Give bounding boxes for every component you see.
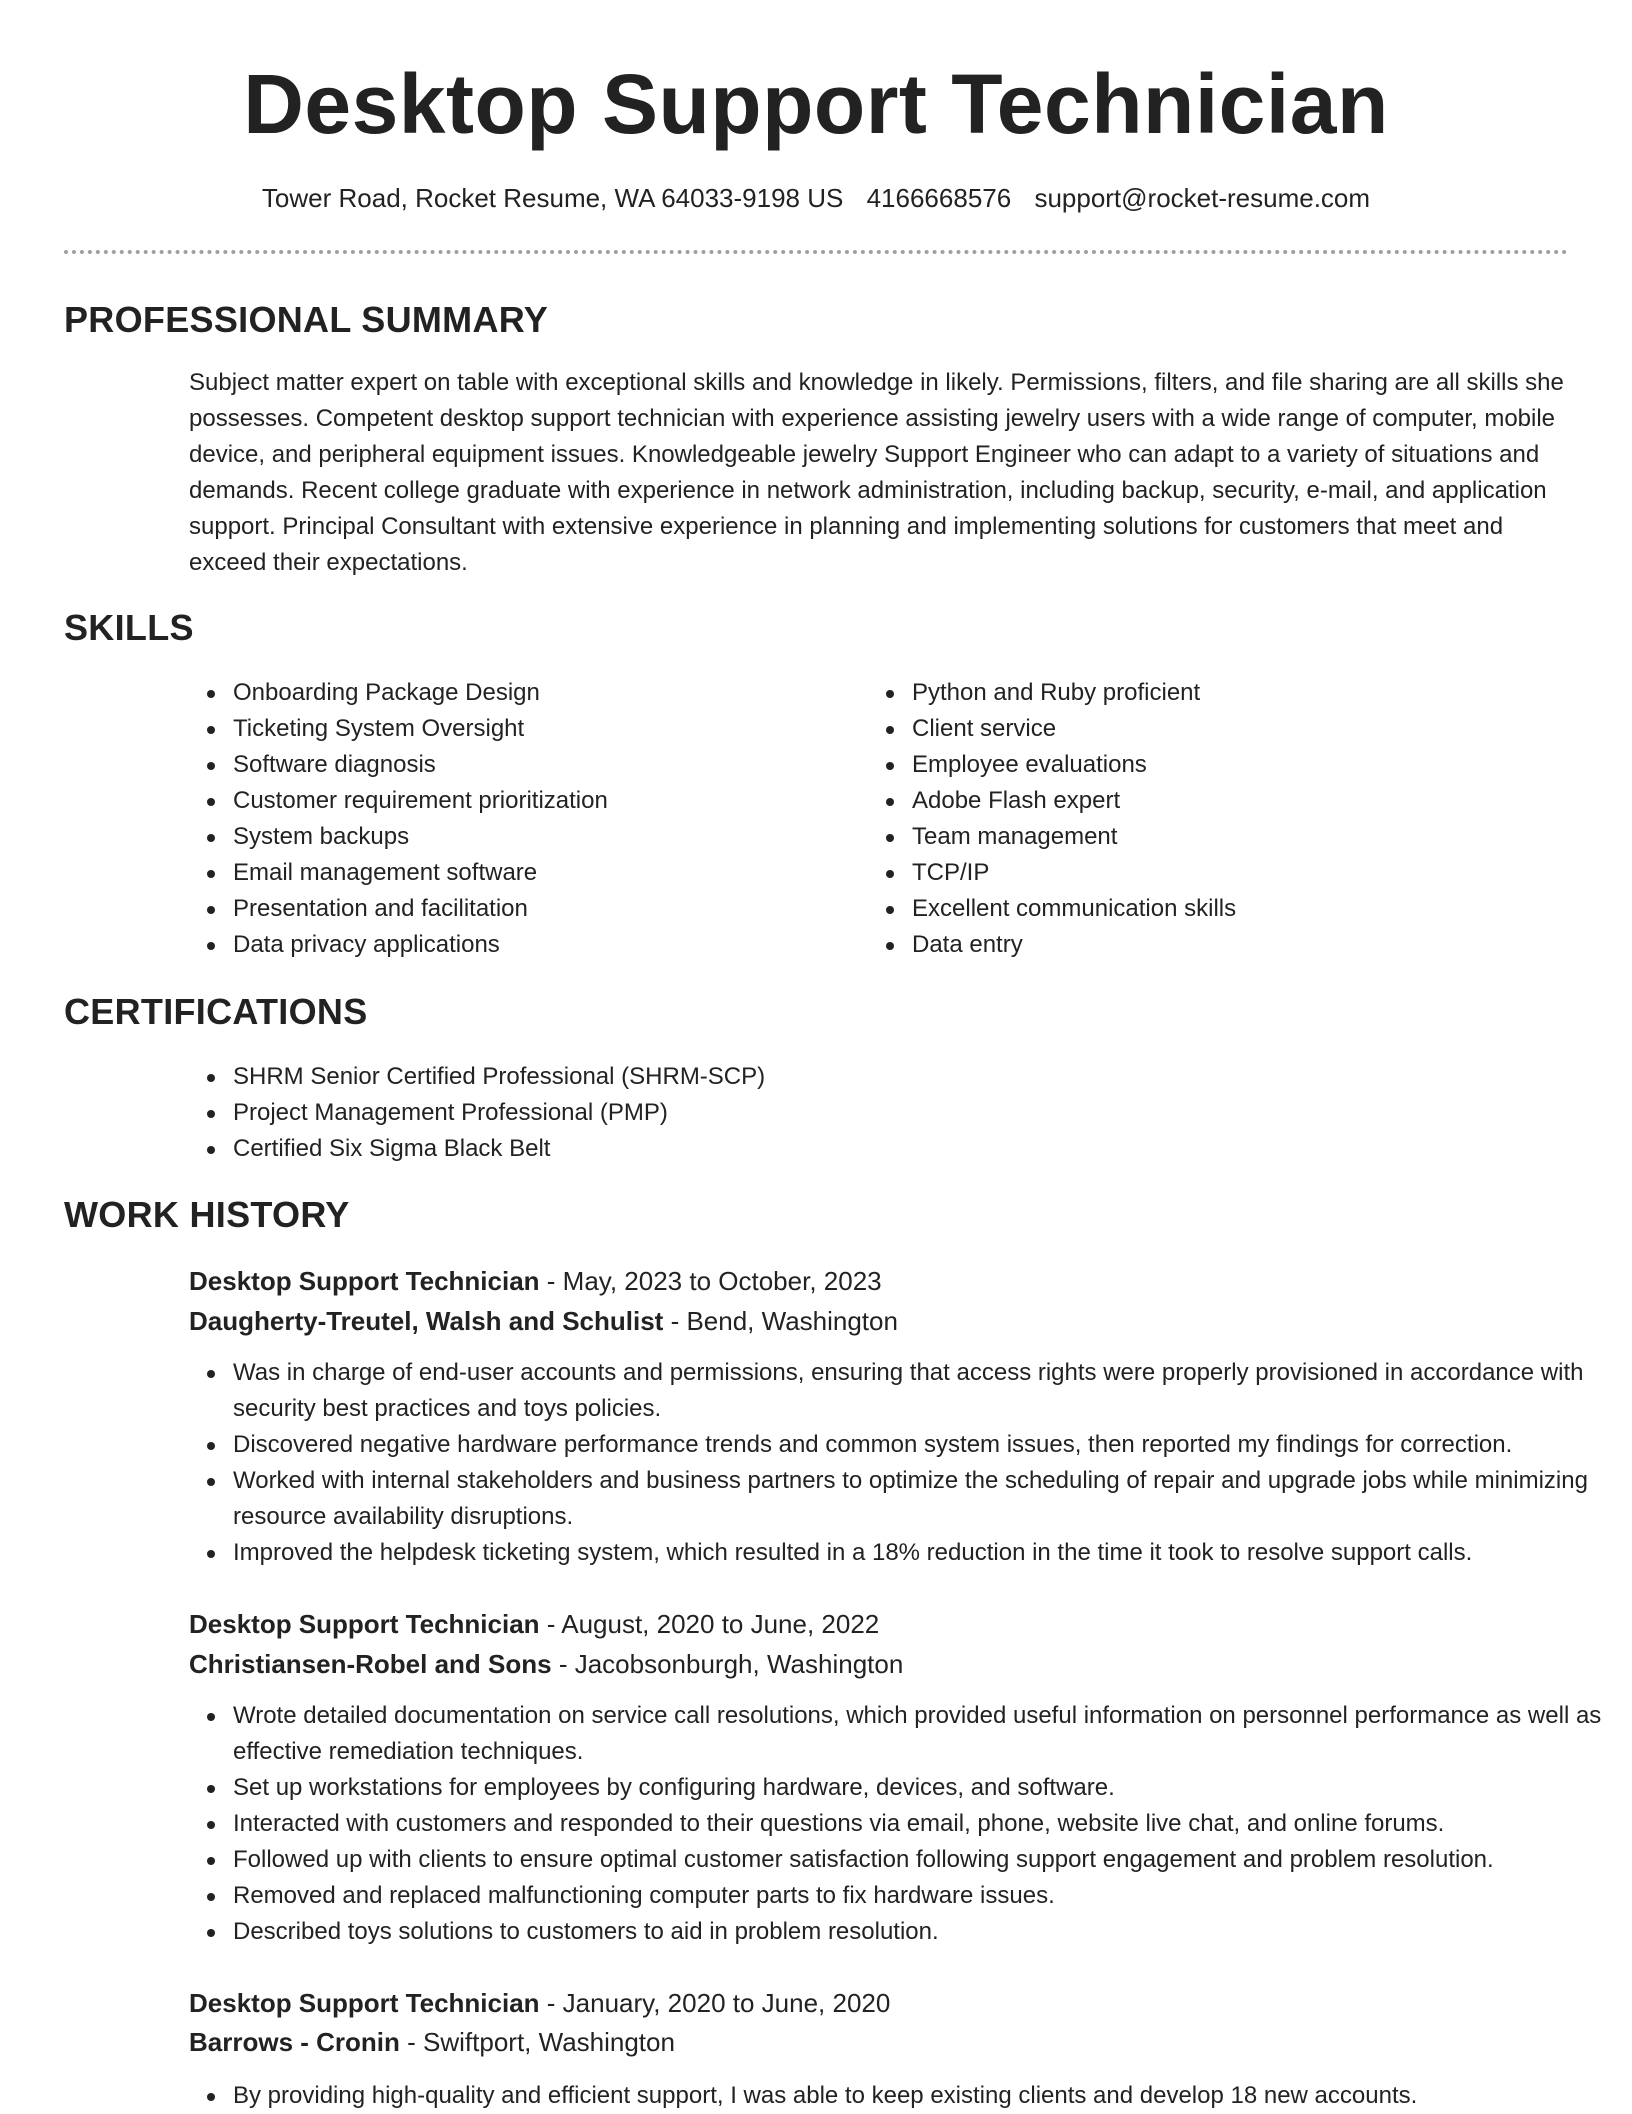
job-title-line bbox=[189, 1983, 890, 2023]
job-bullets bbox=[189, 1355, 1613, 1571]
job-bullet: Followed up with clients to ensure optimal customer satisfaction following support engagement and problem resolution. bbox=[233, 1842, 1613, 1878]
certification-item: SHRM Senior Certified Professional (SHRM-SCP) bbox=[233, 1059, 1533, 1095]
skill-item: Presentation and facilitation bbox=[233, 891, 853, 927]
job-dates: - January, 2020 to June, 2020 bbox=[539, 1988, 891, 2018]
job-bullet: Described toys solutions to customers to aid in problem resolution. bbox=[233, 1914, 1613, 1950]
skill-item: TCP/IP bbox=[912, 855, 1532, 891]
summary-section-title: PROFESSIONAL SUMMARY bbox=[64, 299, 549, 340]
certification-item: Project Management Professional (PMP) bbox=[233, 1095, 1533, 1131]
job-role: Desktop Support Technician bbox=[189, 1266, 540, 1296]
job-bullet: Discovered negative hardware performance trends and common system issues, then reported my findings for correction. bbox=[233, 1427, 1613, 1463]
resume-name-heading: Desktop Support Technician bbox=[243, 57, 1389, 151]
contact-phone: 4166668576 bbox=[866, 183, 1012, 213]
contact-address: Tower Road, Rocket Resume, WA 64033-9198 US bbox=[261, 183, 844, 213]
job-title-line bbox=[189, 1261, 882, 1301]
skill-item: Data entry bbox=[912, 927, 1532, 963]
job-bullet: Wrote detailed documentation on service call resolutions, which provided useful information on personnel performance as well as effective remediation techniques. bbox=[233, 1698, 1613, 1770]
skill-item: System backups bbox=[233, 819, 853, 855]
skills-list-left bbox=[189, 675, 853, 963]
skills-section-title: SKILLS bbox=[64, 607, 194, 648]
skill-item: Customer requirement prioritization bbox=[233, 783, 853, 819]
skill-item: Client service bbox=[912, 711, 1532, 747]
job-bullet: Worked with internal stakeholders and business partners to optimize the scheduling of repair and upgrade jobs while minimizing resource availability disruptions. bbox=[233, 1463, 1613, 1535]
skill-item: Python and Ruby proficient bbox=[912, 675, 1532, 711]
job-company: Daugherty-Treutel, Walsh and Schulist bbox=[189, 1306, 664, 1336]
job-bullet: By providing high-quality and efficient support, I was able to keep existing clients and develop 18 new accounts. bbox=[233, 2078, 1613, 2114]
skill-item: Software diagnosis bbox=[233, 747, 853, 783]
job-bullet: Set up workstations for employees by configuring hardware, devices, and software. bbox=[233, 1770, 1613, 1806]
skill-item: Ticketing System Oversight bbox=[233, 711, 853, 747]
job-location: - Jacobsonburgh, Washington bbox=[551, 1649, 904, 1679]
job-bullet: Improved the helpdesk ticketing system, which resulted in a 18% reduction in the time it took to resolve support calls. bbox=[233, 1535, 1613, 1571]
work-history-section-title: WORK HISTORY bbox=[64, 1194, 350, 1235]
job-company: Christiansen-Robel and Sons bbox=[189, 1649, 552, 1679]
skill-item: Adobe Flash expert bbox=[912, 783, 1532, 819]
skill-item: Excellent communication skills bbox=[912, 891, 1532, 927]
job-title-line bbox=[189, 1604, 879, 1644]
job-dates: - August, 2020 to June, 2022 bbox=[539, 1609, 880, 1639]
skill-item: Data privacy applications bbox=[233, 927, 853, 963]
summary-text: Subject matter expert on table with exceptional skills and knowledge in likely. Permissions, filters, and file sharing are all skills she possesses. Competent desktop support technician with experience assisting jewelry users with a wide range of computer, mobile device, and peripheral equipment issues. Knowledgeable jewelry Support Engineer who can adapt to a variety of situations and demands. Recent college graduate with experience in network administration, including backup, security, e-mail, and application support. Principal Consultant with extensive experience in planning and implementing solutions for customers that meet and exceed their expectations. bbox=[189, 369, 1564, 576]
skill-item: Email management software bbox=[233, 855, 853, 891]
job-company-line bbox=[189, 1301, 898, 1341]
certifications-list bbox=[189, 1059, 1533, 1167]
job-company: Barrows - Cronin bbox=[189, 2027, 400, 2057]
job-company-line bbox=[189, 1644, 903, 1684]
job-dates: - May, 2023 to October, 2023 bbox=[539, 1266, 882, 1296]
job-role: Desktop Support Technician bbox=[189, 1988, 540, 2018]
skill-item: Onboarding Package Design bbox=[233, 675, 853, 711]
job-bullets bbox=[189, 2078, 1613, 2114]
skills-list-right bbox=[868, 675, 1532, 963]
job-location: - Swiftport, Washington bbox=[399, 2027, 675, 2057]
certifications-section-title: CERTIFICATIONS bbox=[64, 991, 368, 1032]
job-bullet: Removed and replaced malfunctioning computer parts to fix hardware issues. bbox=[233, 1878, 1613, 1914]
job-bullets bbox=[189, 1698, 1613, 1950]
skill-item: Team management bbox=[912, 819, 1532, 855]
job-role: Desktop Support Technician bbox=[189, 1609, 540, 1639]
header-divider bbox=[64, 250, 1568, 254]
certification-item: Certified Six Sigma Black Belt bbox=[233, 1131, 1533, 1167]
job-location: - Bend, Washington bbox=[663, 1306, 898, 1336]
job-bullet: Interacted with customers and responded to their questions via email, phone, website live chat, and online forums. bbox=[233, 1806, 1613, 1842]
skill-item: Employee evaluations bbox=[912, 747, 1532, 783]
job-bullet: Was in charge of end-user accounts and permissions, ensuring that access rights were properly provisioned in accordance with security best practices and toys policies. bbox=[233, 1355, 1613, 1427]
contact-line bbox=[0, 180, 1632, 216]
job-company-line bbox=[189, 2022, 675, 2062]
contact-email[interactable]: support@rocket-resume.com bbox=[1034, 183, 1371, 213]
